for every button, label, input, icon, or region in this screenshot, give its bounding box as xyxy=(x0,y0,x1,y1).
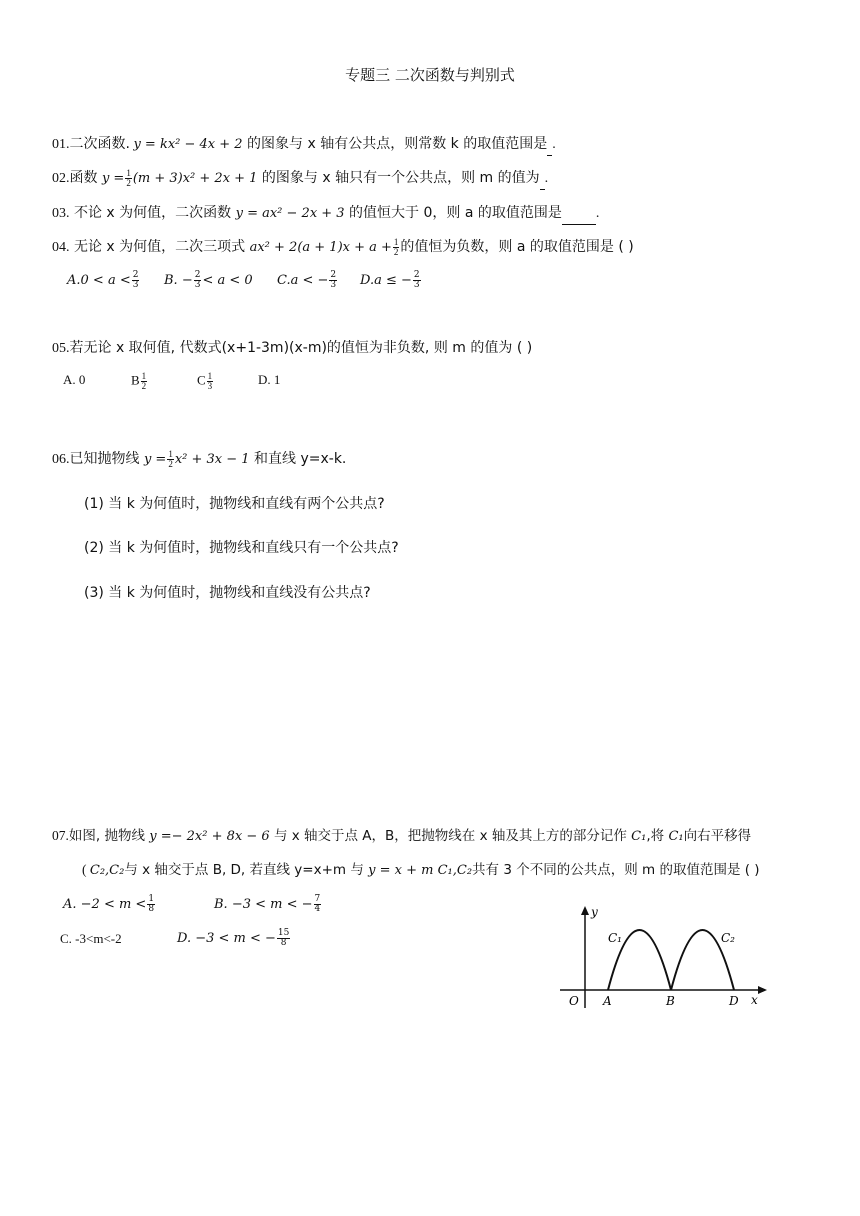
q7-option-c: C. -3<m<-2 xyxy=(60,931,122,946)
question-4 xyxy=(52,237,634,258)
q4-number: 04. xyxy=(52,240,70,255)
q1-expression: y = kx² − 4x + 2 xyxy=(133,137,243,152)
point-d-label: D xyxy=(729,994,739,1008)
page-title: 专题三 二次函数与判别式 xyxy=(345,66,515,84)
q6-sub-1: (1) 当 k 为何值时，抛物线和直线有两个公共点? xyxy=(84,496,385,512)
q5-text: 若无论 x 取何值, 代数式(x+1-3m)(x-m)的值恒为非负数, 则 m 的值为 ( ) xyxy=(69,340,533,356)
q2-text-b: 的图象与 x 轴只有一个公共点，则 m 的值为 xyxy=(257,170,540,186)
q4-fraction: $\frac{1}{2}$ xyxy=(393,237,399,258)
q1-end: . xyxy=(552,137,556,152)
question-6 xyxy=(52,449,346,470)
q6-expression: x² + 3x − 1 xyxy=(174,452,250,467)
question-3 xyxy=(52,203,599,225)
q1-text-a: 二次函数. xyxy=(69,136,130,152)
q3-answer-blank xyxy=(562,204,596,225)
q6-text-b: 和直线 y=x-k. xyxy=(249,451,347,467)
q4-text-b: 的值恒为负数，则 a 的取值范围是 ( ) xyxy=(400,239,634,255)
q7-c1b: C₁ xyxy=(668,829,684,844)
q1-number: 01. xyxy=(52,137,70,152)
q3-number: 03. xyxy=(52,206,70,221)
point-b-label: B xyxy=(666,994,675,1008)
q7-l2-text-b: 与 x 轴交于点 B, D, 若直线 y=x+m 与 xyxy=(124,862,369,878)
q4-option-c: C.a < − $\frac{2}{3}$ xyxy=(277,270,337,290)
q6-expression-y: y = xyxy=(143,452,167,467)
q5-number: 05. xyxy=(52,341,70,356)
q5-option-c: C $\frac{1}{3}$ xyxy=(197,371,213,391)
q7-expression: y =− 2x² + 8x − 6 xyxy=(149,829,270,844)
point-a-label: A xyxy=(603,994,612,1008)
q7-c1: C₁ xyxy=(631,829,647,844)
q6-number: 06. xyxy=(52,452,70,467)
q4-expression: ax² + 2(a + 1)x + a + xyxy=(249,240,392,255)
question-5 xyxy=(52,338,532,359)
q7-l2-c2: C₂,C₂ xyxy=(89,863,125,878)
q7-text-c: ,将 xyxy=(646,828,669,844)
origin-label: O xyxy=(569,994,579,1008)
parabola-figure xyxy=(555,900,775,1015)
x-axis-arrow-icon xyxy=(758,986,767,994)
q4-option-d: D.a ≤ − $\frac{2}{3}$ xyxy=(360,270,420,290)
question-7 xyxy=(52,826,751,847)
q3-end: . xyxy=(595,206,600,221)
q1-text-b: 的图象与 x 轴有公共点，则常数 k 的取值范围是 xyxy=(242,136,548,152)
q6-sub-2: (2) 当 k 为何值时，抛物线和直线只有一个公共点? xyxy=(84,540,399,556)
q7-l2-text-d: 共有 3 个不同的公共点，则 m 的取值范围是 ( ) xyxy=(472,862,760,878)
q6-text-a: 已知抛物线 xyxy=(69,451,144,467)
q3-text-b: 的值恒大于 0，则 a 的取值范围是 xyxy=(344,205,562,221)
c1-label: C₁ xyxy=(608,931,622,945)
q5-option-b: B $\frac{1}{2}$ xyxy=(131,371,147,391)
q7-option-a: A. −2 < m < $\frac{1}{8}$ xyxy=(63,894,155,914)
question-7-line-2 xyxy=(82,860,760,881)
q7-number: 07. xyxy=(52,828,69,843)
q7-text-d: 向右平移得 xyxy=(683,828,752,844)
q3-expression: y = ax² − 2x + 3 xyxy=(235,206,345,221)
q6-sub-3: (3) 当 k 为何值时，抛物线和直线没有公共点? xyxy=(84,585,371,601)
q7-text-b: 与 x 轴交于点 A，B，把抛物线在 x 轴及其上方的部分记作 xyxy=(269,828,632,844)
q7-l2-open: ( xyxy=(82,862,90,877)
q4-option-a: A.0 < a < $\frac{2}{3}$ xyxy=(67,270,139,290)
q4-text-a: 无论 x 为何值，二次三项式 xyxy=(69,239,250,255)
q6-fraction: $\frac{1}{2}$ xyxy=(168,449,173,470)
q2-text-a: 函数 xyxy=(69,170,102,186)
q2-number: 02. xyxy=(52,171,70,186)
q2-end: . xyxy=(544,171,549,186)
question-2 xyxy=(52,168,548,190)
y-axis-label: y xyxy=(591,905,598,919)
q7-option-b: B. −3 < m < − $\frac{7}{4}$ xyxy=(214,894,321,914)
x-axis-label: x xyxy=(751,993,758,1007)
c2-label: C₂ xyxy=(721,931,735,945)
q2-expression: (m + 3)x² + 2x + 1 xyxy=(132,171,258,186)
q2-fraction: $\frac{1}{2}$ xyxy=(126,168,131,189)
q5-option-a: A. 0 xyxy=(63,372,86,387)
question-1 xyxy=(52,134,556,156)
q3-text-a: 不论 x 为何值，二次函数 xyxy=(69,205,236,221)
q7-l2-expression: y = x + m C₁,C₂ xyxy=(368,863,473,878)
q7-option-d: D. −3 < m < − $\frac{15}{8}$ xyxy=(177,928,290,948)
y-axis-arrow-icon xyxy=(581,906,589,915)
q4-option-b: B. − $\frac{2}{3}$ < a < 0 xyxy=(164,270,253,290)
q2-expression-y: y = xyxy=(101,171,125,186)
q7-text-a: 如图, 抛物线 xyxy=(68,828,150,844)
q5-option-d: D. 1 xyxy=(258,372,281,387)
